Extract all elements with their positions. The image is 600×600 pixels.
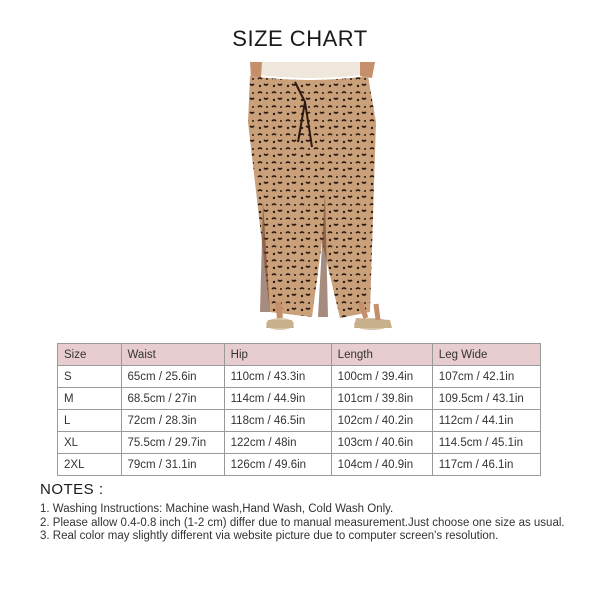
cell-waist: 79cm / 31.1in [121,454,224,476]
cell-leg-wide: 107cm / 42.1in [432,366,540,388]
cell-length: 101cm / 39.8in [331,388,432,410]
product-photo [200,62,420,340]
cell-size: L [58,410,122,432]
header-hip: Hip [224,344,331,366]
page-title: SIZE CHART [232,26,368,51]
header-size: Size [58,344,122,366]
cell-waist: 75.5cm / 29.7in [121,432,224,454]
cell-hip: 118cm / 46.5in [224,410,331,432]
cell-leg-wide: 114.5cm / 45.1in [432,432,540,454]
cell-size: S [58,366,122,388]
note-item: 2. Please allow 0.4-0.8 inch (1-2 cm) differ due to manual measurement.Just choose one size as usual. [40,516,565,529]
table-row [58,410,541,432]
note-item: 3. Real color may slightly different via website picture due to computer screen's resolution. [40,530,499,542]
header-leg-wide: Leg Wide [432,344,540,366]
notes-section [40,481,580,544]
notes-title: NOTES : [40,481,104,498]
cell-waist: 65cm / 25.6in [121,366,224,388]
cell-hip: 110cm / 43.3in [224,366,331,388]
cell-leg-wide: 109.5cm / 43.1in [432,388,540,410]
cell-hip: 126cm / 49.6in [224,454,331,476]
cell-size: M [58,388,122,410]
cell-length: 104cm / 40.9in [331,454,432,476]
table-row [58,432,541,454]
header-length: Length [331,344,432,366]
cell-size: 2XL [58,454,122,476]
table-row [58,366,541,388]
note-item: 1. Washing Instructions: Machine wash,Hand Wash, Cold Wash Only. [40,503,394,515]
table-row [58,388,541,410]
cell-leg-wide: 117cm / 46.1in [432,454,540,476]
cell-hip: 114cm / 44.9in [224,388,331,410]
header-waist: Waist [121,344,224,366]
cell-waist: 72cm / 28.3in [121,410,224,432]
size-table [57,343,541,476]
cell-size: XL [58,432,122,454]
cell-length: 100cm / 39.4in [331,366,432,388]
cell-waist: 68.5cm / 27in [121,388,224,410]
cell-length: 103cm / 40.6in [331,432,432,454]
cell-leg-wide: 112cm / 44.1in [432,410,540,432]
table-row [58,454,541,476]
cell-hip: 122cm / 48in [224,432,331,454]
cell-length: 102cm / 40.2in [331,410,432,432]
table-header-row [58,344,541,366]
